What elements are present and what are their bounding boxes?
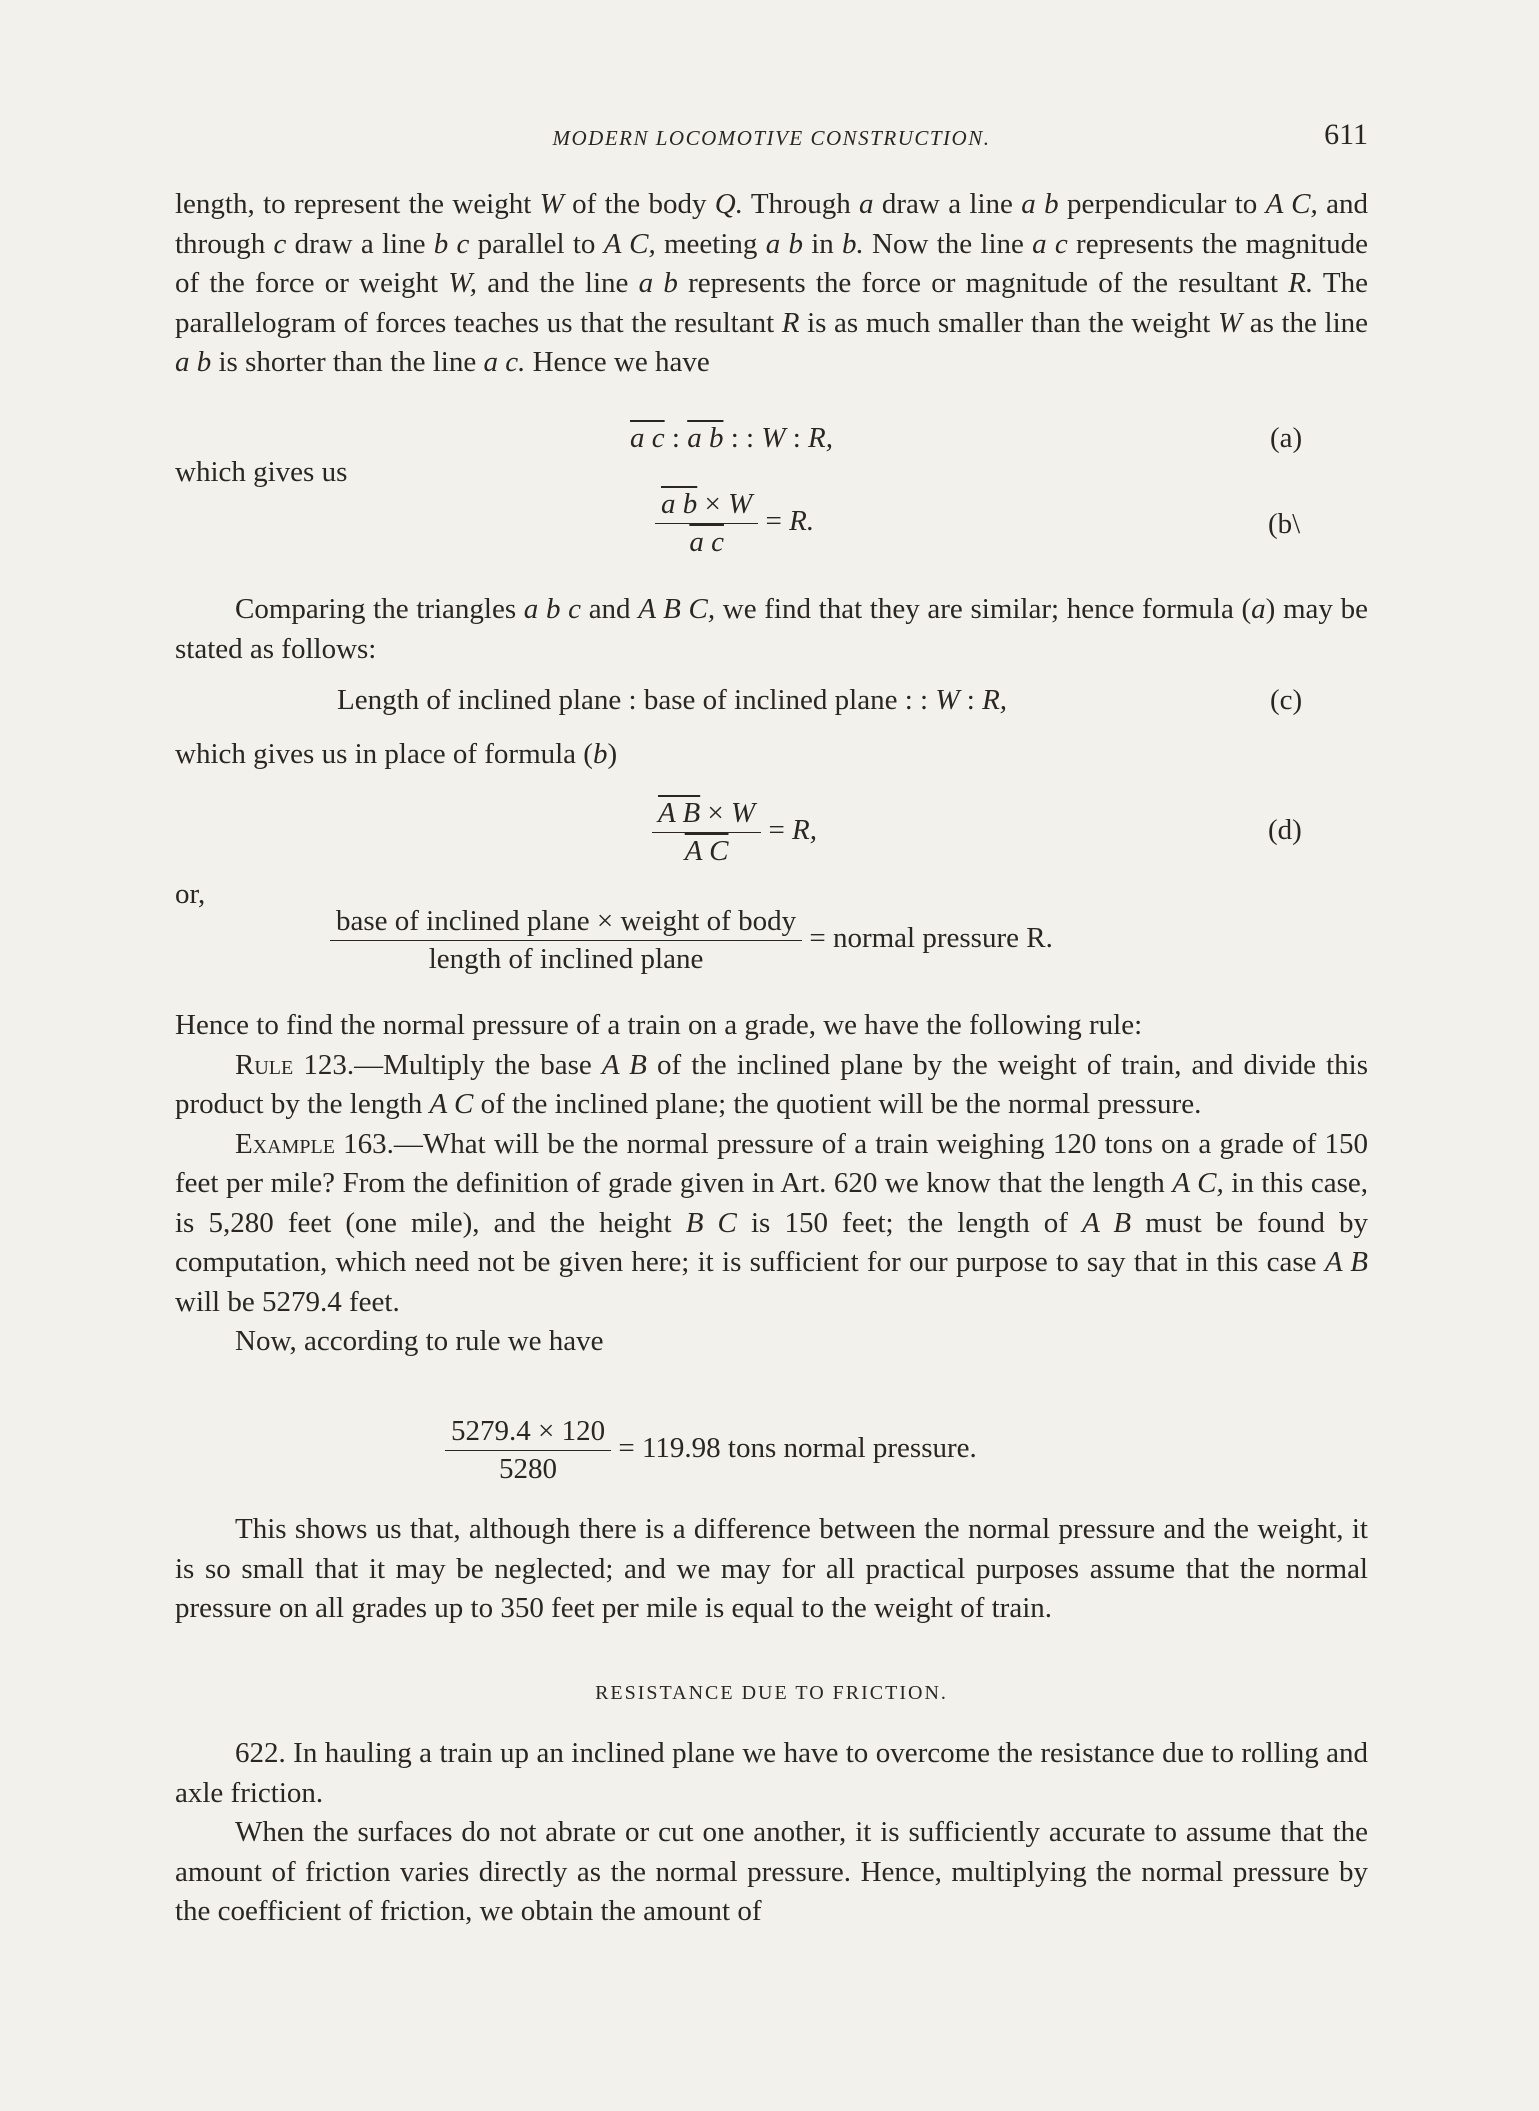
example-163: Example 163.—What will be the normal pressure of a train weighing 120 tons on a grade of 150 feet per mile? From the definition of grade given in Art. 620 we know that the length A C, in this case, is 5,280 feet (one mile), and the height B C is 150 feet; the length of A B must be found by computation, which need not be given here; it is sufficient for our purpose to say that in this case A B will be 5279.4 feet. bbox=[175, 1127, 1368, 1318]
formula-d-label: (d) bbox=[1268, 814, 1302, 846]
now-according: Now, according to rule we have bbox=[235, 1325, 604, 1357]
fraction: $\frac{5279.4 \times 120}{5280}$ bbox=[445, 1415, 611, 1486]
formula-c: Length of inclined plane : base of inclined plane : : W : R, bbox=[337, 684, 1008, 716]
rule-and-example bbox=[175, 1006, 1368, 1362]
formula-a: a c : a b : : W : R, bbox=[630, 422, 834, 454]
formula-numeric: $\frac{5279.4 \times 120}{5280}$ = 119.98 tons normal pressure. bbox=[445, 1415, 977, 1486]
which-gives-us: which gives us bbox=[175, 456, 348, 488]
paragraph-parallelogram bbox=[175, 185, 1368, 383]
formula-words: $\frac{\text{base of inclined plane × weight of body}}{\text{length of inclined plane}}$ = normal pressure R. bbox=[330, 905, 1053, 976]
page-number: 611 bbox=[1324, 118, 1368, 151]
running-title: MODERN LOCOMOTIVE CONSTRUCTION. bbox=[552, 126, 991, 150]
paragraph-hence: Hence to find the normal pressure of a train on a grade, we have the following rule: bbox=[175, 1009, 1143, 1041]
paragraph-text: length, to represent the weight W of the body Q. Through a draw a line a b perpendicular to A C, and through c draw a line b c parallel to A C, meeting a b in b. Now the line a c represents the magnitude of the force or weight W, and the line a b represents the force or magnitude of the resultant R. The parallelogram of forces teaches us that the resultant R is as much smaller than the weight W as the line a b is shorter than the line a c. Hence we have bbox=[175, 188, 1369, 378]
formula-b-label: (b\ bbox=[1268, 508, 1301, 540]
section-heading: RESISTANCE DUE TO FRICTION. bbox=[595, 1682, 948, 1704]
or-text: or, bbox=[175, 878, 206, 910]
fraction: $\frac{\text{A B × W}}{\text{A C}}$ bbox=[652, 797, 761, 868]
formula-a-label: (a) bbox=[1270, 422, 1303, 454]
paragraph-622: 622. In hauling a train up an inclined plane we have to overcome the resistance due to rolling and axle friction. bbox=[175, 1737, 1368, 1809]
paragraph-conclusion: This shows us that, although there is a difference between the normal pressure and the weight, it is so small that it may be neglected; and we may for all practical purposes assume that the normal pressure on all grades up to 350 feet per mile is equal to the weight of train. bbox=[175, 1513, 1368, 1624]
formula-c-label: (c) bbox=[1270, 684, 1303, 716]
formula-d: $\frac{\text{A B × W}}{\text{A C}}$ = R, bbox=[652, 797, 817, 868]
page-header bbox=[175, 118, 1368, 158]
rule-123: Rule 123.—Multiply the base A B of the inclined plane by the weight of train, and divide this product by the length A C of the inclined plane; the quotient will be the normal pressure. bbox=[175, 1048, 1369, 1120]
paragraph-triangles: Comparing the triangles a b c and A B C, we find that they are similar; hence formula (a) may be stated as follows: bbox=[175, 593, 1368, 665]
paragraph-friction: When the surfaces do not abrate or cut one another, it is sufficiently accurate to assume that the amount of friction varies directly as the normal pressure. Hence, multiplying the normal pressure by the coefficient of friction, we obtain the amount of bbox=[175, 1816, 1368, 1927]
friction-section bbox=[175, 1734, 1368, 1932]
which-gives-formula-b: which gives us in place of formula (b) bbox=[175, 738, 618, 770]
fraction: $\frac{\text{a b × W}}{\text{a c}}$ bbox=[655, 488, 758, 559]
formula-b: $\frac{\text{a b × W}}{\text{a c}}$ = R. bbox=[655, 488, 814, 559]
fraction: $\frac{\text{base of inclined plane × weight of body}}{\text{length of inclined plane}}$ bbox=[330, 905, 802, 976]
